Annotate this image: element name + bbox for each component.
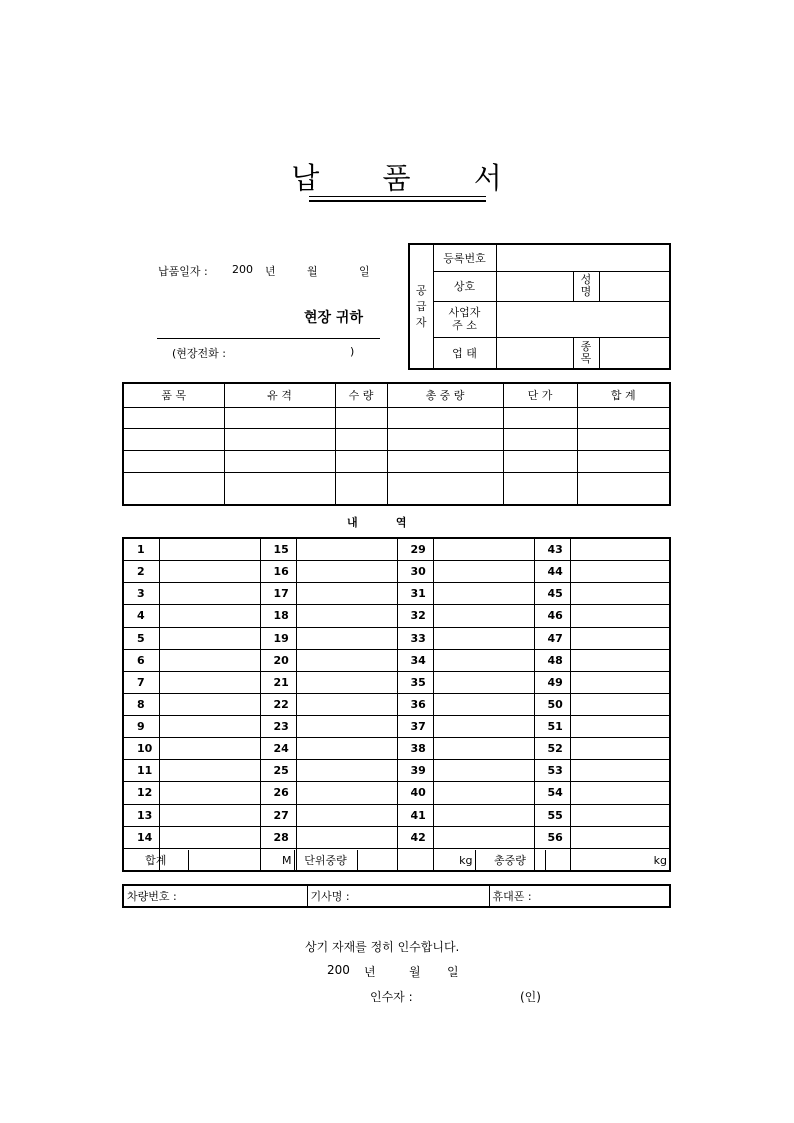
- header-unit-price: 단 가: [503, 383, 577, 407]
- qty-cell[interactable]: [335, 429, 387, 451]
- business-item-label: 종 목: [573, 337, 599, 369]
- detail-value-cell[interactable]: [570, 760, 670, 782]
- spec-cell[interactable]: [224, 472, 335, 505]
- row-number: 55: [534, 804, 570, 826]
- sum-cell[interactable]: [577, 451, 670, 473]
- row-number: 31: [397, 583, 433, 605]
- row-number: 15: [260, 538, 296, 561]
- detail-value-cell[interactable]: [159, 826, 260, 848]
- detail-value-cell[interactable]: [433, 782, 534, 804]
- row-number: 24: [260, 738, 296, 760]
- business-item-field[interactable]: [599, 337, 670, 369]
- table-row: [123, 472, 670, 505]
- sum-cell[interactable]: [577, 407, 670, 429]
- reg-no-field[interactable]: [496, 244, 670, 271]
- recipient-label: 현장 귀하: [304, 310, 363, 326]
- footer-year-label: 년: [364, 965, 376, 979]
- totals-row: [122, 850, 671, 872]
- sum-cell[interactable]: [577, 472, 670, 505]
- detail-value-cell[interactable]: [433, 538, 534, 561]
- row-number: 46: [534, 605, 570, 627]
- table-row: [123, 671, 670, 693]
- sum-unit: M: [282, 853, 292, 867]
- delivery-day-label: 일: [359, 265, 370, 278]
- detail-value-cell[interactable]: [296, 583, 397, 605]
- row-number: 12: [123, 782, 159, 804]
- qty-cell[interactable]: [335, 407, 387, 429]
- table-row: [123, 407, 670, 429]
- row-number: 48: [534, 649, 570, 671]
- row-number: 33: [397, 627, 433, 649]
- detail-value-cell[interactable]: [296, 671, 397, 693]
- detail-value-cell[interactable]: [159, 538, 260, 561]
- driver-info-table: [122, 884, 671, 908]
- unit-price-cell[interactable]: [503, 451, 577, 473]
- detail-value-cell[interactable]: [296, 561, 397, 583]
- detail-value-cell[interactable]: [570, 716, 670, 738]
- row-number: 16: [260, 561, 296, 583]
- detail-value-cell[interactable]: [296, 649, 397, 671]
- row-number: 14: [123, 826, 159, 848]
- row-number: 11: [123, 760, 159, 782]
- detail-value-cell[interactable]: [433, 804, 534, 826]
- detail-value-cell[interactable]: [570, 804, 670, 826]
- header-item: 품 목: [123, 383, 224, 407]
- item-cell[interactable]: [123, 472, 224, 505]
- table-row: [123, 538, 670, 561]
- header-qty: 수 량: [335, 383, 387, 407]
- row-number: 43: [534, 538, 570, 561]
- detail-value-cell[interactable]: [570, 538, 670, 561]
- spec-cell[interactable]: [224, 429, 335, 451]
- table-row: [123, 693, 670, 715]
- detail-value-cell[interactable]: [570, 782, 670, 804]
- detail-value-cell[interactable]: [433, 627, 534, 649]
- row-number: 47: [534, 627, 570, 649]
- delivery-year-prefix: 200: [232, 263, 253, 276]
- site-phone-open: (현장전화 :: [172, 347, 226, 360]
- row-number: 52: [534, 738, 570, 760]
- footer-year-prefix: 200: [327, 963, 350, 977]
- row-number: 18: [260, 605, 296, 627]
- row-number: 9: [123, 716, 159, 738]
- row-number: 6: [123, 649, 159, 671]
- total-weight-cell[interactable]: [387, 472, 503, 505]
- detail-value-cell[interactable]: [296, 782, 397, 804]
- detail-value-cell[interactable]: [570, 738, 670, 760]
- title-char-1: 납: [291, 161, 321, 195]
- row-number: 17: [260, 583, 296, 605]
- reg-no-label: 등록번호: [433, 244, 496, 271]
- company-label: 상호: [433, 271, 496, 301]
- table-row: [123, 826, 670, 848]
- row-number: 51: [534, 716, 570, 738]
- row-number: 8: [123, 693, 159, 715]
- row-number: 50: [534, 693, 570, 715]
- item-cell[interactable]: [123, 451, 224, 473]
- header-total-weight: 총 중 량: [387, 383, 503, 407]
- header-spec: 유 격: [224, 383, 335, 407]
- detail-value-cell[interactable]: [570, 671, 670, 693]
- detail-value-cell[interactable]: [296, 605, 397, 627]
- title-char-2: 품: [382, 161, 412, 195]
- row-number: 26: [260, 782, 296, 804]
- row-number: 36: [397, 693, 433, 715]
- detail-value-cell[interactable]: [433, 671, 534, 693]
- detail-value-cell[interactable]: [570, 583, 670, 605]
- detail-value-cell[interactable]: [570, 826, 670, 848]
- row-number: 23: [260, 716, 296, 738]
- unit-weight-unit: kg: [459, 853, 473, 867]
- row-number: 22: [260, 693, 296, 715]
- detail-value-cell[interactable]: [433, 693, 534, 715]
- name-label: 성 명: [573, 271, 599, 301]
- row-number: 38: [397, 738, 433, 760]
- row-number: 41: [397, 804, 433, 826]
- receiver-label: 인수자 :: [370, 990, 413, 1004]
- unit-price-cell[interactable]: [503, 472, 577, 505]
- title-char-3: 서: [473, 161, 503, 195]
- delivery-date-label: 납품일자 :: [158, 265, 208, 278]
- detail-value-cell[interactable]: [296, 804, 397, 826]
- detail-value-cell[interactable]: [159, 605, 260, 627]
- row-number: 34: [397, 649, 433, 671]
- detail-value-cell[interactable]: [296, 826, 397, 848]
- seal-label: (인): [520, 990, 541, 1004]
- spec-cell[interactable]: [224, 451, 335, 473]
- unit-weight-label: 단위중량: [294, 850, 357, 871]
- table-row: [123, 429, 670, 451]
- row-number: 44: [534, 561, 570, 583]
- footer-month-label: 월: [409, 965, 421, 979]
- table-row: [123, 627, 670, 649]
- page-title: [0, 156, 794, 197]
- recipient-underline: [157, 338, 380, 339]
- qty-cell[interactable]: [335, 472, 387, 505]
- detail-value-cell[interactable]: [159, 583, 260, 605]
- name-field[interactable]: [599, 271, 670, 301]
- detail-value-cell[interactable]: [433, 561, 534, 583]
- table-row: [123, 605, 670, 627]
- address-field[interactable]: [496, 301, 670, 337]
- detail-value-cell[interactable]: [296, 693, 397, 715]
- detail-value-cell[interactable]: [159, 649, 260, 671]
- detail-value-cell[interactable]: [570, 605, 670, 627]
- table-row: [123, 451, 670, 473]
- row-number: 7: [123, 671, 159, 693]
- total-weight-label: 총중량: [475, 850, 545, 871]
- driver-name-field[interactable]: [307, 885, 489, 907]
- vehicle-number-label: 차량번호 :: [127, 890, 177, 903]
- row-number: 42: [397, 826, 433, 848]
- detail-value-cell[interactable]: [570, 649, 670, 671]
- table-row: [123, 561, 670, 583]
- detail-value-cell[interactable]: [159, 738, 260, 760]
- row-number: 2: [123, 561, 159, 583]
- detail-value-cell[interactable]: [433, 826, 534, 848]
- qty-cell[interactable]: [335, 451, 387, 473]
- detail-value-cell[interactable]: [296, 538, 397, 561]
- detail-value-cell[interactable]: [159, 671, 260, 693]
- mobile-phone-field[interactable]: [489, 885, 670, 907]
- item-cell[interactable]: [123, 429, 224, 451]
- detail-value-cell[interactable]: [570, 561, 670, 583]
- row-number: 20: [260, 649, 296, 671]
- detail-value-cell[interactable]: [433, 738, 534, 760]
- row-number: 25: [260, 760, 296, 782]
- sum-field[interactable]: [188, 850, 294, 871]
- detail-value-cell[interactable]: [159, 561, 260, 583]
- table-row: [123, 804, 670, 826]
- total-weight-field[interactable]: [545, 850, 670, 871]
- total-weight-cell[interactable]: [387, 429, 503, 451]
- title-underline-bottom: [309, 200, 486, 202]
- row-number: 40: [397, 782, 433, 804]
- row-number: 28: [260, 826, 296, 848]
- row-number: 37: [397, 716, 433, 738]
- detail-value-cell[interactable]: [159, 782, 260, 804]
- unit-price-cell[interactable]: [503, 429, 577, 451]
- delivery-year-label: 년: [265, 265, 276, 278]
- detail-value-cell[interactable]: [433, 605, 534, 627]
- detail-value-cell[interactable]: [159, 760, 260, 782]
- row-number: 39: [397, 760, 433, 782]
- detail-value-cell[interactable]: [570, 693, 670, 715]
- row-number: 10: [123, 738, 159, 760]
- total-weight-cell[interactable]: [387, 451, 503, 473]
- address-label: 사업자 주 소: [433, 301, 496, 337]
- detail-value-cell[interactable]: [159, 804, 260, 826]
- business-type-field[interactable]: [496, 337, 573, 369]
- row-number: 54: [534, 782, 570, 804]
- total-weight-unit: kg: [653, 853, 667, 867]
- row-number: 53: [534, 760, 570, 782]
- site-phone-close: ): [350, 345, 355, 358]
- items-table: [122, 382, 671, 506]
- detail-value-cell[interactable]: [433, 760, 534, 782]
- detail-value-cell[interactable]: [296, 738, 397, 760]
- row-number: 30: [397, 561, 433, 583]
- detail-value-cell[interactable]: [159, 716, 260, 738]
- row-number: 29: [397, 538, 433, 561]
- row-number: 56: [534, 826, 570, 848]
- table-row: [123, 760, 670, 782]
- row-number: 1: [123, 538, 159, 561]
- row-number: 13: [123, 804, 159, 826]
- detail-value-cell[interactable]: [296, 716, 397, 738]
- mobile-phone-label: 휴대폰 :: [492, 890, 532, 903]
- row-number: 21: [260, 671, 296, 693]
- receipt-statement: 상기 자재를 정히 인수합니다.: [305, 940, 460, 954]
- spec-cell[interactable]: [224, 407, 335, 429]
- row-number: 35: [397, 671, 433, 693]
- row-number: 5: [123, 627, 159, 649]
- table-row: [123, 782, 670, 804]
- item-cell[interactable]: [123, 407, 224, 429]
- table-row: [123, 738, 670, 760]
- row-number: 49: [534, 671, 570, 693]
- unit-weight-field[interactable]: [357, 850, 475, 871]
- total-weight-cell[interactable]: [387, 407, 503, 429]
- detail-value-cell[interactable]: [433, 583, 534, 605]
- row-number: 4: [123, 605, 159, 627]
- row-number: 32: [397, 605, 433, 627]
- row-number: 45: [534, 583, 570, 605]
- title-underline-top: [309, 196, 486, 197]
- delivery-month-label: 월: [307, 265, 318, 278]
- driver-name-label: 기사명 :: [310, 890, 350, 903]
- sum-cell[interactable]: [577, 429, 670, 451]
- detail-value-cell[interactable]: [433, 649, 534, 671]
- business-type-label: 업 태: [433, 337, 496, 369]
- table-row: [123, 716, 670, 738]
- details-title: 내 역: [347, 516, 407, 529]
- supplier-table: [408, 243, 671, 370]
- detail-value-cell[interactable]: [570, 627, 670, 649]
- company-field[interactable]: [496, 271, 573, 301]
- unit-price-cell[interactable]: [503, 407, 577, 429]
- table-row: [123, 649, 670, 671]
- supplier-side-label: 공 급 자: [409, 244, 433, 369]
- vehicle-number-field[interactable]: [123, 885, 307, 907]
- detail-value-cell[interactable]: [296, 760, 397, 782]
- detail-value-cell[interactable]: [296, 627, 397, 649]
- details-table: [122, 537, 671, 872]
- sum-label: 합계: [123, 850, 188, 871]
- header-sum: 합 계: [577, 383, 670, 407]
- row-number: 27: [260, 804, 296, 826]
- detail-value-cell[interactable]: [159, 693, 260, 715]
- table-row: [123, 583, 670, 605]
- footer-day-label: 일: [447, 965, 459, 979]
- row-number: 19: [260, 627, 296, 649]
- row-number: 3: [123, 583, 159, 605]
- detail-value-cell[interactable]: [159, 627, 260, 649]
- detail-value-cell[interactable]: [433, 716, 534, 738]
